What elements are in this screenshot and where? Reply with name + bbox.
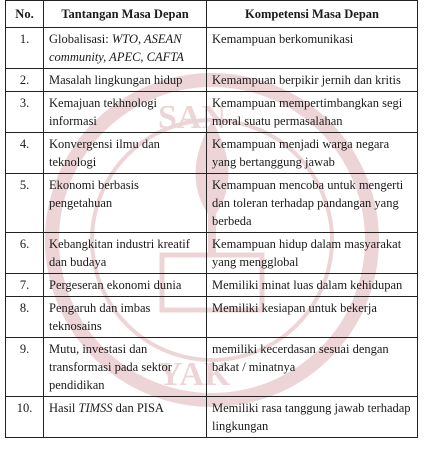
competency-cell: memiliki kecerdasan sesuai dengan bakat / minatnya [207,338,418,397]
table-row [6,338,418,397]
challenge-cell [44,69,207,92]
challenge-cell [44,338,207,397]
challenge-cell [44,174,207,233]
competency-cell: Kemampuan mencoba untuk mengerti dan toleran terhadap pandangan yang berbeda [207,174,418,233]
row-number: 4. [6,133,44,174]
competency-cell: Kemampuan berkomunikasi [207,28,418,69]
row-number: 2. [6,69,44,92]
row-number: 7. [6,274,44,297]
challenge-italic-text: WTO, ASEAN community, APEC, CAFTA [49,32,184,64]
challenge-cell [44,28,207,69]
competency-cell: Memiliki minat luas dalam kehidupan [207,274,418,297]
competency-cell: Kemampuan menjadi warga negara yang bertanggung jawab [207,133,418,174]
svg-text:SAN: SAN [158,99,227,136]
row-number: 6. [6,233,44,274]
challenge-cell [44,397,207,438]
challenge-text: Globalisasi: [49,32,112,46]
challenge-cell [44,133,207,174]
table-row [6,397,418,438]
challenge-text: Kebangkitan industri kreatif dan budaya [49,237,190,269]
challenge-text: Masalah lingkungan hidup [49,73,183,87]
competency-cell: Kemampuan hidup dalam masyarakat yang mengglobal [207,233,418,274]
challenge-cell [44,274,207,297]
competency-cell: Memiliki kesiapan untuk bekerja [207,297,418,338]
table-row [6,28,418,69]
challenge-cell [44,297,207,338]
row-number: 3. [6,92,44,133]
table-header-row [6,1,418,28]
table-row [6,69,418,92]
table-row [6,233,418,274]
competency-cell: Kemampuan berpikir jernih dan kritis [207,69,418,92]
row-number: 9. [6,338,44,397]
challenge-suffix-text: dan PISA [112,401,164,415]
table-row [6,297,418,338]
header-challenge: Tantangan Masa Depan [44,1,207,28]
header-no: No. [6,1,44,28]
svg-text:YAK: YAK [158,356,231,393]
row-number: 1. [6,28,44,69]
row-number: 8. [6,297,44,338]
competency-cell: Kemampuan mempertimbangkan segi moral suatu permasalahan [207,92,418,133]
competency-cell: Memiliki rasa tanggung jawab terhadap lingkungan [207,397,418,438]
challenge-text: Pergeseran ekonomi dunia [49,278,182,292]
challenge-text: Kemajuan tekhnologi informasi [49,96,157,128]
table-row [6,92,418,133]
competency-table [5,0,418,438]
header-competency: Kompetensi Masa Depan [207,1,418,28]
challenge-cell [44,233,207,274]
challenge-italic-text: TIMSS [78,401,113,415]
row-number: 5. [6,174,44,233]
challenge-text: Pengaruh dan imbas teknosains [49,301,151,333]
challenge-cell [44,92,207,133]
challenge-text: Ekonomi berbasis pengetahuan [49,178,139,210]
row-number: 10. [6,397,44,438]
table-row [6,133,418,174]
table-row [6,274,418,297]
challenge-text: Hasil [49,401,79,415]
table-row [6,174,418,233]
challenge-text: Mutu, investasi dan transformasi pada sektor pendidikan [49,342,172,392]
challenge-text: Konvergensi ilmu dan teknologi [49,137,160,169]
